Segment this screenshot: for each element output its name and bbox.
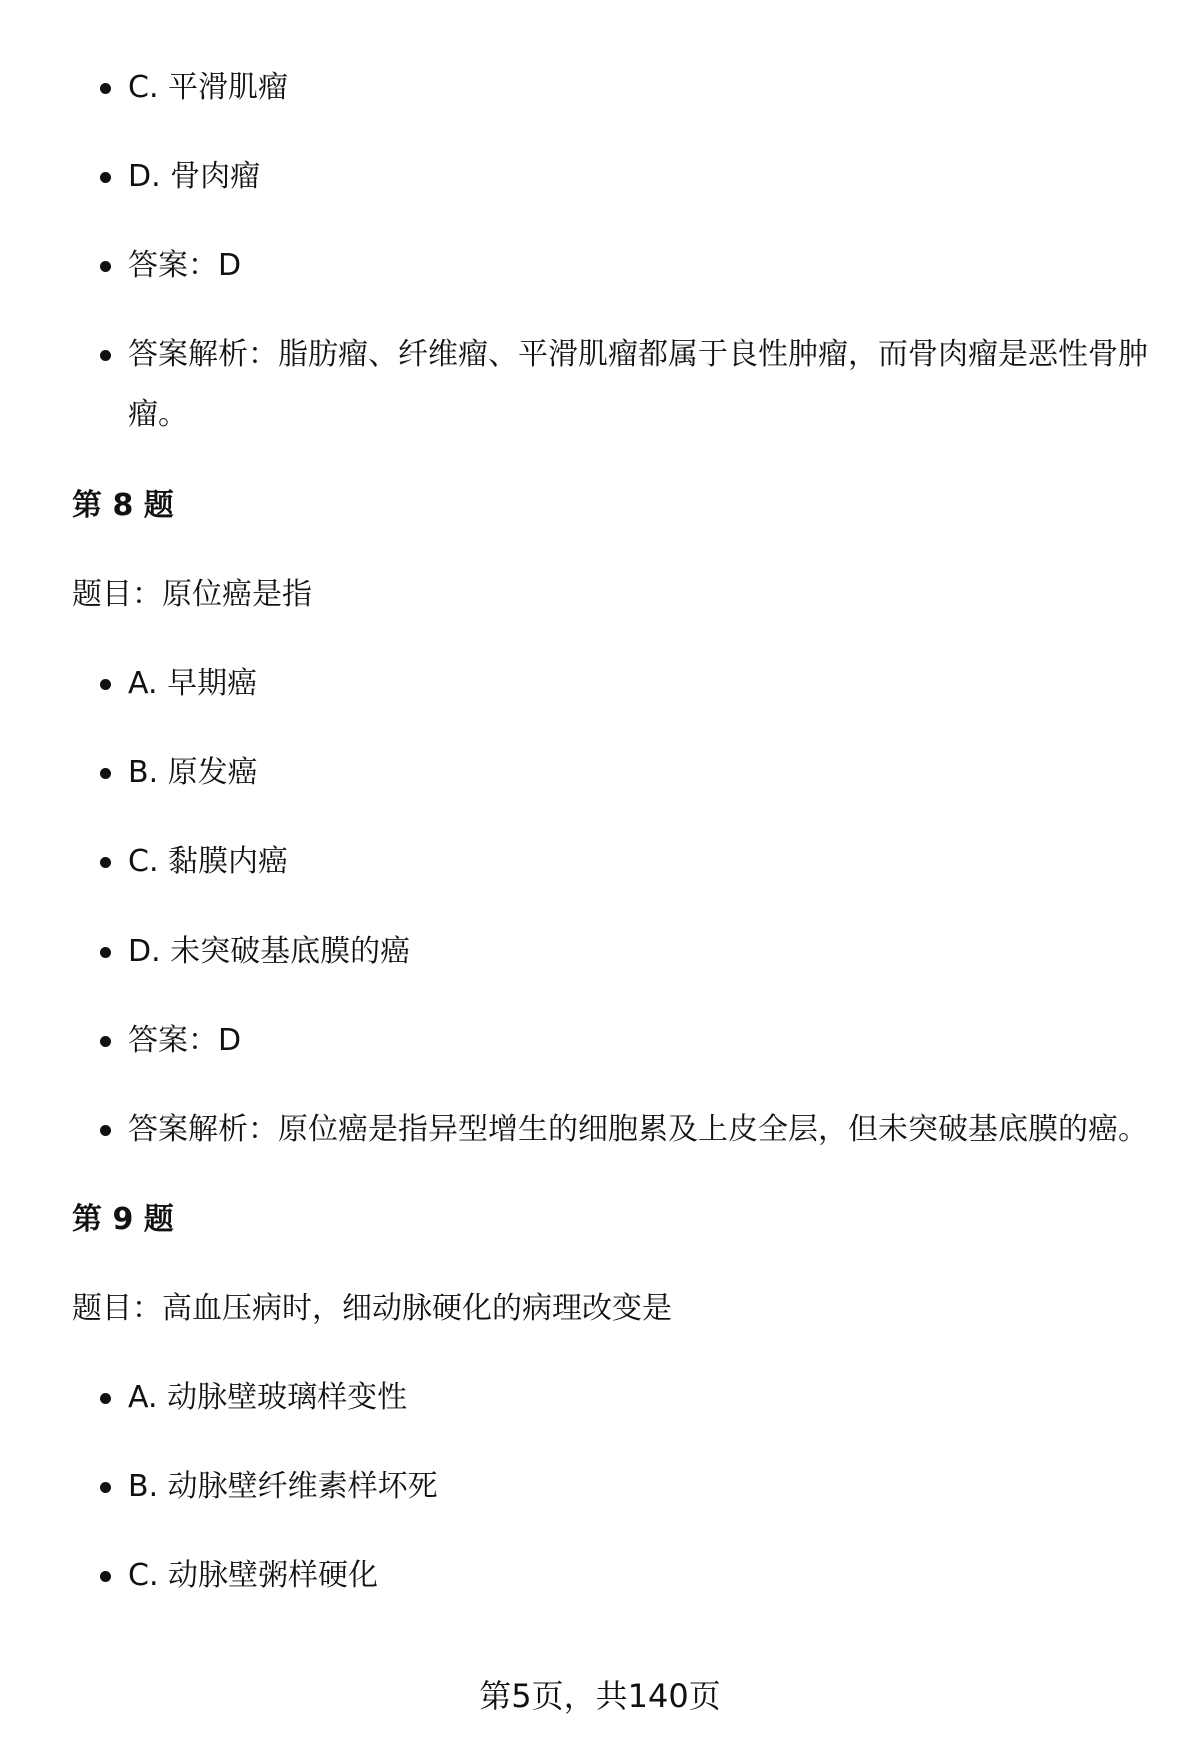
q8-stem: 题目：原位癌是指	[72, 577, 312, 612]
q8-explanation: 答案解析：原位癌是指异型增生的细胞累及上皮全层，但未突破基底膜的癌。	[128, 1100, 1148, 1160]
q9-heading: 第 9 题	[72, 1202, 174, 1237]
page-number-footer: 第5页，共140页	[479, 1677, 721, 1715]
q8-answer: 答案：D	[128, 1011, 1148, 1071]
q8-heading: 第 8 题	[72, 488, 174, 523]
q7-explanation: 答案解析：脂肪瘤、纤维瘤、平滑肌瘤都属于良性肿瘤，而骨肉瘤是恶性骨肿瘤。	[128, 325, 1148, 445]
q7-option-d: D. 骨肉瘤	[128, 147, 1148, 207]
q8-option-c: C. 黏膜内癌	[128, 832, 1148, 892]
q8-option-b: B. 原发癌	[128, 743, 1148, 803]
q9-option-c: C. 动脉壁粥样硬化	[128, 1546, 1148, 1606]
q9-option-a: A. 动脉壁玻璃样变性	[128, 1368, 1148, 1428]
q7-option-c: C. 平滑肌瘤	[128, 58, 1148, 118]
q7-answer: 答案：D	[128, 236, 1148, 296]
q8-option-a: A. 早期癌	[128, 654, 1148, 714]
q8-option-d: D. 未突破基底膜的癌	[128, 922, 1148, 982]
q9-stem: 题目：高血压病时，细动脉硬化的病理改变是	[72, 1291, 672, 1326]
q9-option-b: B. 动脉壁纤维素样坏死	[128, 1457, 1148, 1517]
